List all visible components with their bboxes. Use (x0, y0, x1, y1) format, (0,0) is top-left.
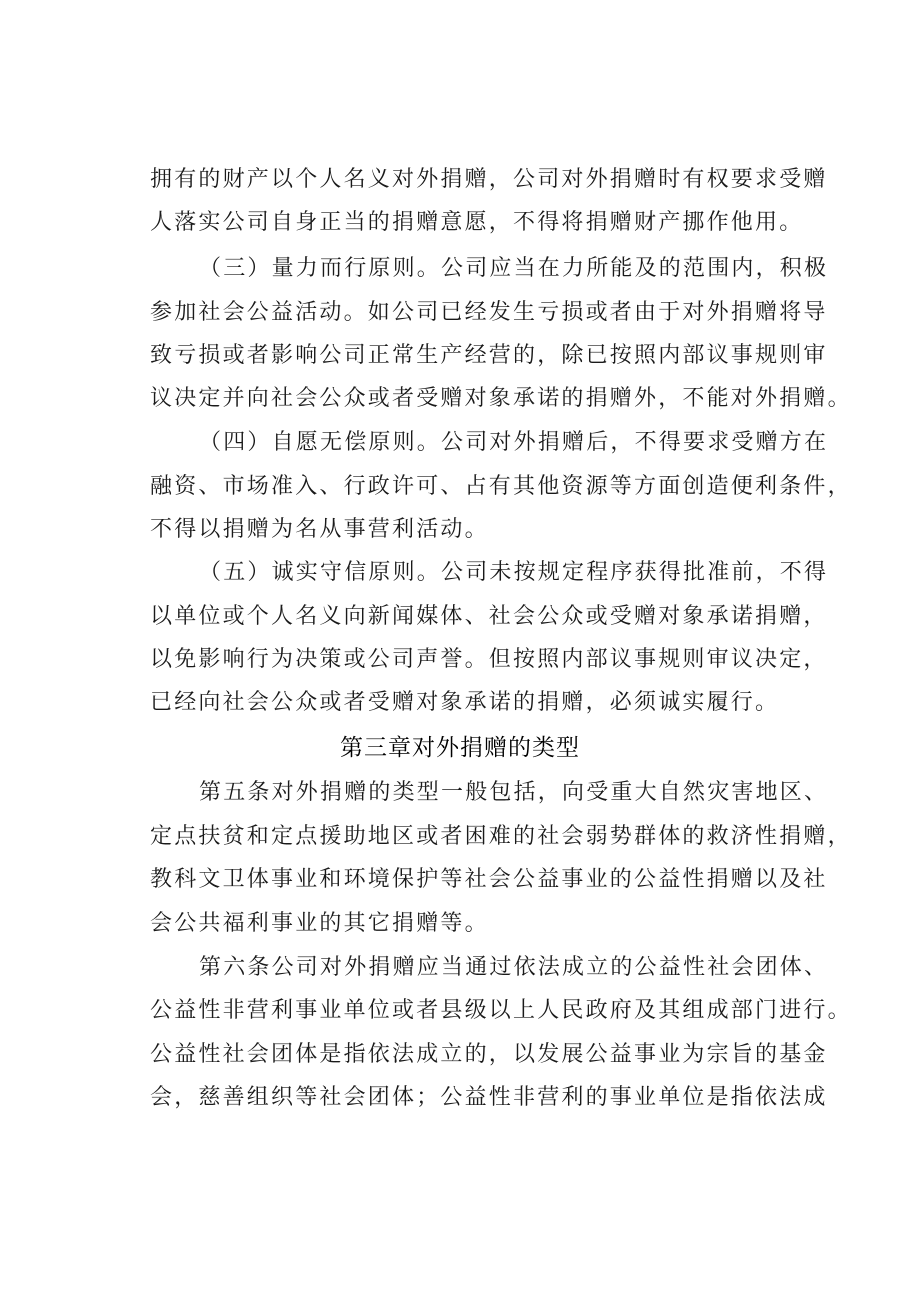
paragraph-line: 第五条对外捐赠的类型一般包括，向受重大自然灾害地区、 (199, 780, 829, 805)
paragraph-line: 会公共福利事业的其它捐赠等。 (150, 911, 489, 936)
paragraph-line: 以单位或个人名义向新闻媒体、社会公众或受赠对象承诺捐赠， (150, 604, 828, 629)
paragraph-line: 议决定并向社会公众或者受赠对象承诺的捐赠外，不能对外捐赠。 (150, 386, 852, 411)
paragraph-line: 定点扶贫和定点援助地区或者困难的社会弱势群体的救济性捐赠， (150, 824, 852, 849)
paragraph-line: 参加社会公益活动。如公司已经发生亏损或者由于对外捐赠将导 (150, 300, 828, 325)
paragraph-line: 致亏损或者影响公司正常生产经营的，除已按照内部议事规则审 (150, 343, 828, 368)
chapter-heading: 第三章对外捐赠的类型 (340, 735, 580, 761)
paragraph-line: 拥有的财产以个人名义对外捐赠，公司对外捐赠时有权要求受赠 (150, 167, 828, 192)
paragraph-line: 公益性非营利事业单位或者县级以上人民政府及其组成部门进行。 (150, 998, 852, 1023)
paragraph-line: （三）量力而行原则。公司应当在力所能及的范围内，积极 (199, 256, 829, 281)
paragraph-line: 第六条公司对外捐赠应当通过依法成立的公益性社会团体、 (199, 955, 829, 980)
paragraph-line: 以免影响行为决策或公司声誉。但按照内部议事规则审议决定， (150, 647, 828, 672)
paragraph-line: 会，慈善组织等社会团体；公益性非营利的事业单位是指依法成 (150, 1085, 828, 1110)
paragraph-line: 融资、市场准入、行政许可、占有其他资源等方面创造便利条件， (150, 474, 852, 499)
paragraph-line: 公益性社会团体是指依法成立的，以发展公益事业为宗旨的基金 (150, 1042, 828, 1067)
paragraph-line: 不得以捐赠为名从事营利活动。 (150, 517, 489, 542)
paragraph-line: 已经向社会公众或者受赠对象承诺的捐赠，必须诚实履行。 (150, 690, 780, 715)
paragraph-line: （四）自愿无偿原则。公司对外捐赠后，不得要求受赠方在 (199, 430, 829, 455)
paragraph-line: 教科文卫体事业和环境保护等社会公益事业的公益性捐赠以及社 (150, 867, 828, 892)
paragraph-line: 人落实公司自身正当的捐赠意愿，不得将捐赠财产挪作他用。 (150, 210, 804, 235)
paragraph-line: （五）诚实守信原则。公司未按规定程序获得批准前，不得 (199, 560, 829, 585)
